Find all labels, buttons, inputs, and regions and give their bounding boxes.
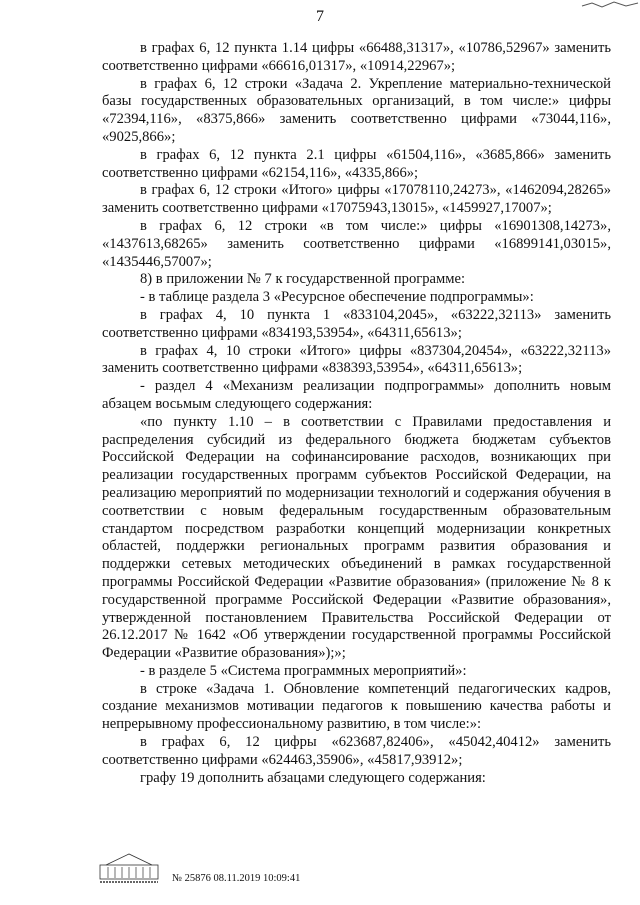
paragraph: - в разделе 5 «Система программных мероприятий»: — [140, 662, 467, 679]
scan-mark — [580, 0, 640, 10]
footer — [98, 851, 398, 891]
paragraph: в графах 4, 10 пункта 1 «833104,2045», «63222,32113» заменить соответственно цифрами «834193,53954», «64311,65613»; — [102, 306, 611, 341]
paragraph: в строке «Задача 1. Обновление компетенций педагогических кадров, создание механизмов мотивации педагогов к повышению качества работы и непрерывному профессиональному развитию, в том числе:»: — [102, 680, 611, 733]
paragraph: 8) в приложении № 7 к государственной программе: — [140, 271, 466, 288]
paragraph: - в таблице раздела 3 «Ресурсное обеспечение подпрограммы»: — [140, 289, 534, 306]
paragraph: в графах 6, 12 пункта 1.14 цифры «66488,31317», «10786,52967» заменить соответственно цифрами «66616,01317», «10914,22967»; — [102, 40, 611, 74]
page-number: 7 — [316, 8, 324, 25]
paragraph: в графах 6, 12 цифры «623687,82406», «45042,40412» заменить соответственно цифрами «624463,35906», «45817,93912»; — [102, 734, 611, 768]
paragraph: в графах 6, 12 строки «Задача 2. Укрепление материально-технической базы государственных образовательных организаций, в том числе:» цифры «72394,116», «8375,866» заменить соответственно цифрами «73044,116», «9025,866»; — [102, 75, 611, 145]
registration-stamp: № 25876 08.11.2019 10:09:41 — [172, 873, 301, 884]
paragraph: «по пункту 1.10 – в соответствии с Правилами предоставления и распределения субсидий из федерального бюджета бюджетам субъектов Российской Федерации на софинансирование расходов, возникающих при реализации государственных программ субъектов Российской Федерации, на реализацию мероприятий по модернизации технологий и содержания обучения в соответствии с новым федеральным государственным образовательным стандартом посредством разработки концепций модернизации конкретных областей, поддержки региональных программ развития образования и поддержки сетевых методических объединений в рамках государственной программы Российской Федерации «Развитие образования» (приложение № 8 к государственной программе Российской Федерации «Развитие образования», утвержденной постановлением Правительства Российской Федерации от 26.12.2017 № 1642 «Об утверждении государственной программы Российской Федерации «Развитие образования»);»; — [102, 413, 611, 662]
paragraph: - раздел 4 «Механизм реализации подпрограммы» дополнить новым абзацем восьмым следующего содержания: — [102, 378, 611, 412]
paragraph: графу 19 дополнить абзацами следующего содержания: — [140, 769, 486, 786]
document-body — [102, 40, 611, 787]
paragraph: в графах 6, 12 пункта 2.1 цифры «61504,116», «3685,866» заменить соответственно цифрами «62154,116», «4335,866»; — [102, 146, 611, 181]
paragraph: в графах 6, 12 строки «в том числе:» цифры «16901308,14273», «1437613,68265» заменить соответственно цифрами «16899141,03015», «1435446,57007»; — [102, 217, 611, 270]
paragraph: в графах 4, 10 строки «Итого» цифры «837304,20454», «63222,32113» заменить соответственно цифрами «838393,53954», «64311,65613»; — [102, 342, 611, 377]
paragraph: в графах 6, 12 строки «Итого» цифры «17078110,24273», «1462094,28265» заменить соответственно цифрами «17075943,13015», «1459927,17007»; — [102, 182, 611, 217]
building-seal-icon — [98, 851, 160, 885]
